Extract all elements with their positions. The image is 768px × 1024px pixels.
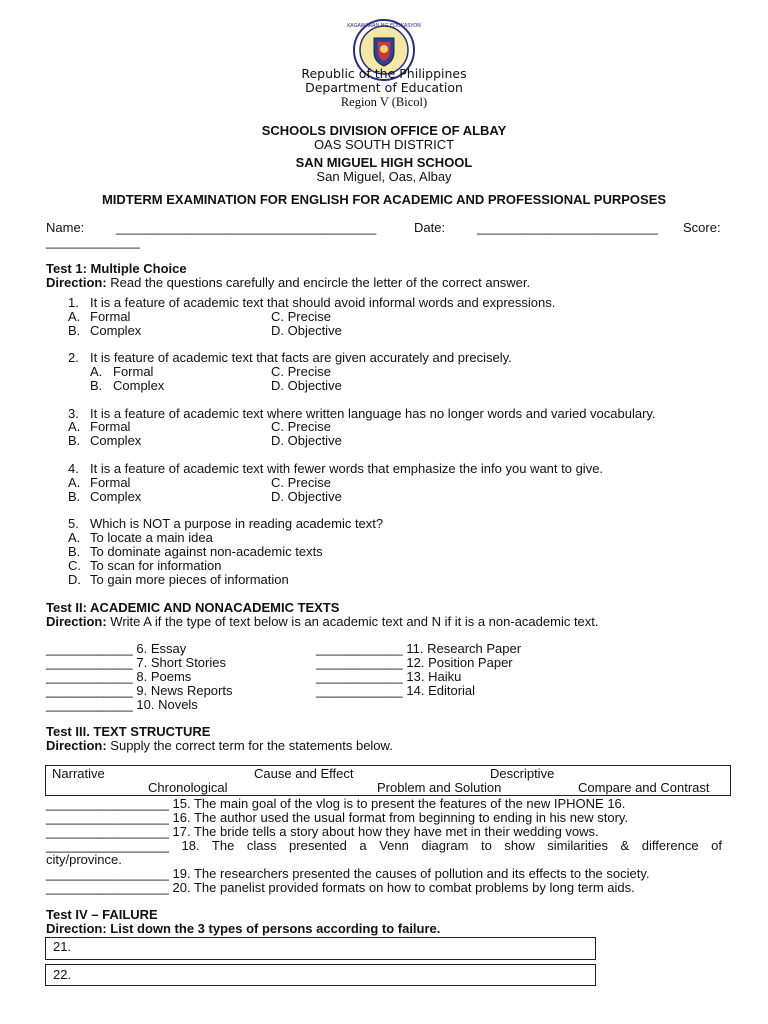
statement-item[interactable]: _________________ 18. The class presented a Venn diagram to show similarities & difference of (46, 838, 722, 853)
option-c[interactable]: To scan for information (90, 558, 222, 573)
option-d[interactable]: D. Objective (271, 433, 342, 448)
test3-title: Test III. TEXT STRUCTURE (46, 724, 211, 739)
question-number: 3. (68, 406, 79, 421)
option-c[interactable]: C. Precise (271, 419, 331, 434)
option-c[interactable]: C. Precise (271, 309, 331, 324)
department-line: Department of Education (305, 80, 463, 95)
answer-number: 21. (53, 939, 72, 954)
statement-item[interactable]: _________________ 17. The bride tells a story about how they have met in their wedding vows. (46, 824, 599, 839)
option-a[interactable]: Formal (90, 475, 131, 490)
date-field[interactable]: _________________________ (477, 220, 658, 235)
option-b[interactable]: Complex (90, 433, 142, 448)
option-c[interactable]: C. Precise (271, 475, 331, 490)
exam-title: MIDTERM EXAMINATION FOR ENGLISH FOR ACADEMIC AND PROFESSIONAL PURPOSES (101, 192, 667, 207)
option-d[interactable]: D. Objective (271, 378, 342, 393)
option-d[interactable]: To gain more pieces of information (90, 572, 289, 587)
option-letter[interactable]: B. (68, 323, 81, 338)
score-field[interactable]: _____________ (46, 234, 140, 249)
question-number: 4. (68, 461, 79, 476)
direction-label: Direction: (46, 275, 107, 290)
question-number: 2. (68, 350, 79, 365)
date-label: Date: (414, 220, 446, 235)
statement-item[interactable]: _________________ 15. The main goal of the vlog is to present the features of the new IPHONE 16. (46, 796, 626, 811)
question-text: It is a feature of academic text with fewer words that emphasize the info you want to give. (90, 461, 604, 476)
answer-item[interactable]: ____________ 10. Novels (46, 697, 198, 712)
answer-item[interactable]: ____________ 7. Short Stories (46, 655, 226, 670)
test2-direction (46, 614, 599, 629)
option-letter[interactable]: C. (68, 558, 81, 573)
region-line: Region V (Bicol) (340, 95, 428, 109)
direction-text: Read the questions carefully and encircle the letter of the correct answer. (110, 275, 531, 290)
answer-box-22[interactable] (45, 964, 596, 986)
test3-direction (46, 738, 393, 753)
statement-item[interactable]: _________________ 20. The panelist provided formats on how to combat problems by long term aids. (46, 880, 635, 895)
option-a[interactable]: Formal (90, 419, 131, 434)
statement-item[interactable]: _________________ 19. The researchers presented the causes of pollution and its effects to the society. (46, 866, 650, 881)
option-letter[interactable]: B. (68, 489, 81, 504)
direction-text: Write A if the type of text below is an academic text and N if it is a non-academic text. (110, 614, 599, 629)
option-letter[interactable]: A. (68, 475, 81, 490)
term: Narrative (52, 766, 105, 781)
option-a[interactable]: To locate a main idea (90, 530, 213, 545)
question-text: It is a feature of academic text where written language has no longer words and varied vocabulary. (90, 406, 656, 421)
question-number: 1. (68, 295, 79, 310)
option-a[interactable]: Formal (113, 364, 154, 379)
district-line: OAS SOUTH DISTRICT (313, 137, 455, 152)
division-line: SCHOOLS DIVISION OFFICE OF ALBAY (261, 123, 507, 138)
republic-line: Republic of the Philippines (301, 66, 467, 81)
school-name: SAN MIGUEL HIGH SCHOOL (295, 155, 473, 170)
question-text: It is feature of academic text that facts are given accurately and precisely. (90, 350, 512, 365)
test1-title: Test 1: Multiple Choice (46, 261, 187, 276)
question-number: 5. (68, 516, 79, 531)
name-label: Name: (46, 220, 85, 235)
option-letter[interactable]: A. (68, 419, 81, 434)
test2-title: Test II: ACADEMIC AND NONACADEMIC TEXTS (46, 600, 340, 615)
direction-label: Direction: (46, 614, 107, 629)
option-b[interactable]: Complex (90, 323, 142, 338)
term: Cause and Effect (254, 766, 354, 781)
name-field[interactable]: ____________________________________ (116, 220, 377, 235)
direction-label: Direction: (46, 738, 107, 753)
question-text: It is a feature of academic text that should avoid informal words and expressions. (90, 295, 556, 310)
option-d[interactable]: D. Objective (271, 323, 342, 338)
term: Descriptive (490, 766, 555, 781)
answer-item[interactable]: ____________ 11. Research Paper (316, 641, 522, 656)
score-label: Score: (683, 220, 721, 235)
option-letter[interactable]: D. (68, 572, 81, 587)
answer-number: 22. (53, 967, 72, 982)
answer-item[interactable]: ____________ 9. News Reports (46, 683, 233, 698)
answer-item[interactable]: ____________ 6. Essay (46, 641, 187, 656)
option-letter[interactable]: B. (68, 433, 81, 448)
option-letter[interactable]: B. (90, 378, 103, 393)
option-letter[interactable]: A. (90, 364, 103, 379)
option-d[interactable]: D. Objective (271, 489, 342, 504)
option-b[interactable]: Complex (113, 378, 165, 393)
seal-text: KAGAWARAN NG EDUKASYON (347, 23, 421, 29)
option-letter[interactable]: A. (68, 309, 81, 324)
statement-item[interactable]: _________________ 16. The author used the usual format from beginning to ending in his new story. (46, 810, 629, 825)
test4-direction: Direction: List down the 3 types of persons according to failure. (46, 921, 441, 936)
school-address: San Miguel, Oas, Albay (316, 169, 452, 184)
statement-continuation: city/province. (46, 852, 122, 867)
direction-text: Supply the correct term for the statements below. (110, 738, 393, 753)
answer-item[interactable]: ____________ 14. Editorial (316, 683, 476, 698)
term: Chronological (148, 780, 228, 795)
answer-item[interactable]: ____________ 13. Haiku (316, 669, 462, 684)
option-b[interactable]: Complex (90, 489, 142, 504)
answer-item[interactable]: ____________ 8. Poems (46, 669, 192, 684)
test1-direction (46, 275, 530, 290)
test4-title: Test IV – FAILURE (46, 907, 158, 922)
answer-box-21[interactable] (45, 937, 596, 960)
option-c[interactable]: C. Precise (271, 364, 331, 379)
option-letter[interactable]: A. (68, 530, 81, 545)
option-b[interactable]: To dominate against non-academic texts (90, 544, 323, 559)
answer-item[interactable]: ____________ 12. Position Paper (316, 655, 513, 670)
option-a[interactable]: Formal (90, 309, 131, 324)
term: Problem and Solution (377, 780, 502, 795)
term: Compare and Contrast (578, 780, 710, 795)
option-letter[interactable]: B. (68, 544, 81, 559)
question-text: Which is NOT a purpose in reading academic text? (90, 516, 384, 531)
